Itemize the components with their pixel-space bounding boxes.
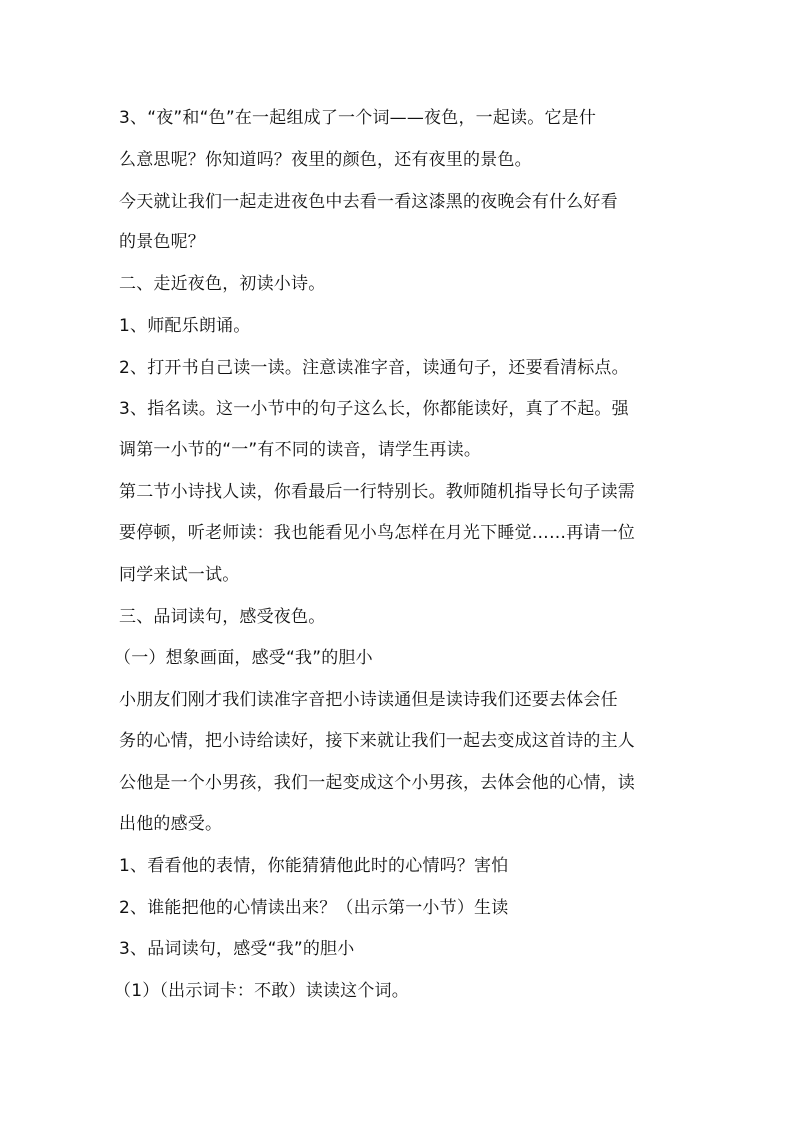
section-heading: 三、品词读句，感受夜色。 <box>119 607 326 627</box>
text-line: 出他的感受。 <box>119 814 223 834</box>
text-line: 同学来试一试。 <box>119 565 240 585</box>
text-line: 务的心情，把小诗给读好，接下来就让我们一起去变成这首诗的主人 <box>119 731 635 751</box>
text-line: 今天就让我们一起走进夜色中去看一看这漆黑的夜晚会有什么好看 <box>119 192 618 212</box>
text-line: 1、看看他的表情，你能猜猜他此时的心情吗？害怕 <box>119 856 509 876</box>
text-line: 调第一小节的“一”有不同的读音，请学生再读。 <box>119 440 482 460</box>
text-line: 2、打开书自己读一读。注意读准字音，读通句子，还要看清标点。 <box>119 358 629 378</box>
text-line: 小朋友们刚才我们读准字音把小诗读通但是读诗我们还要去体会任 <box>119 690 618 710</box>
text-line: 2、谁能把他的心情读出来？（出示第一小节）生读 <box>119 898 509 918</box>
text-line: 第二节小诗找人读，你看最后一行特别长。教师随机指导长句子读需 <box>119 482 635 502</box>
text-line: 3、“夜”和“色”在一起组成了一个词——夜色，一起读。它是什 <box>119 108 597 128</box>
text-line: 么意思呢？你知道吗？夜里的颜色，还有夜里的景色。 <box>119 150 532 170</box>
text-line: 要停顿，听老师读：我也能看见小鸟怎样在月光下睡觉……再请一位 <box>119 523 635 543</box>
text-line: 公他是一个小男孩，我们一起变成这个小男孩，去体会他的心情，读 <box>119 773 635 793</box>
text-line: （1）（出示词卡：不敢）读读这个词。 <box>114 981 409 1001</box>
section-heading: 二、走近夜色，初读小诗。 <box>119 274 326 294</box>
text-line: 3、指名读。这一小节中的句子这么长，你都能读好，真了不起。强 <box>119 399 629 419</box>
text-line: 3、品词读句，感受“我”的胆小 <box>119 939 355 959</box>
text-line: 1、师配乐朗诵。 <box>119 316 251 336</box>
subsection-heading: （一）想象画面，感受“我”的胆小 <box>114 648 373 668</box>
text-line: 的景色呢？ <box>119 232 205 252</box>
